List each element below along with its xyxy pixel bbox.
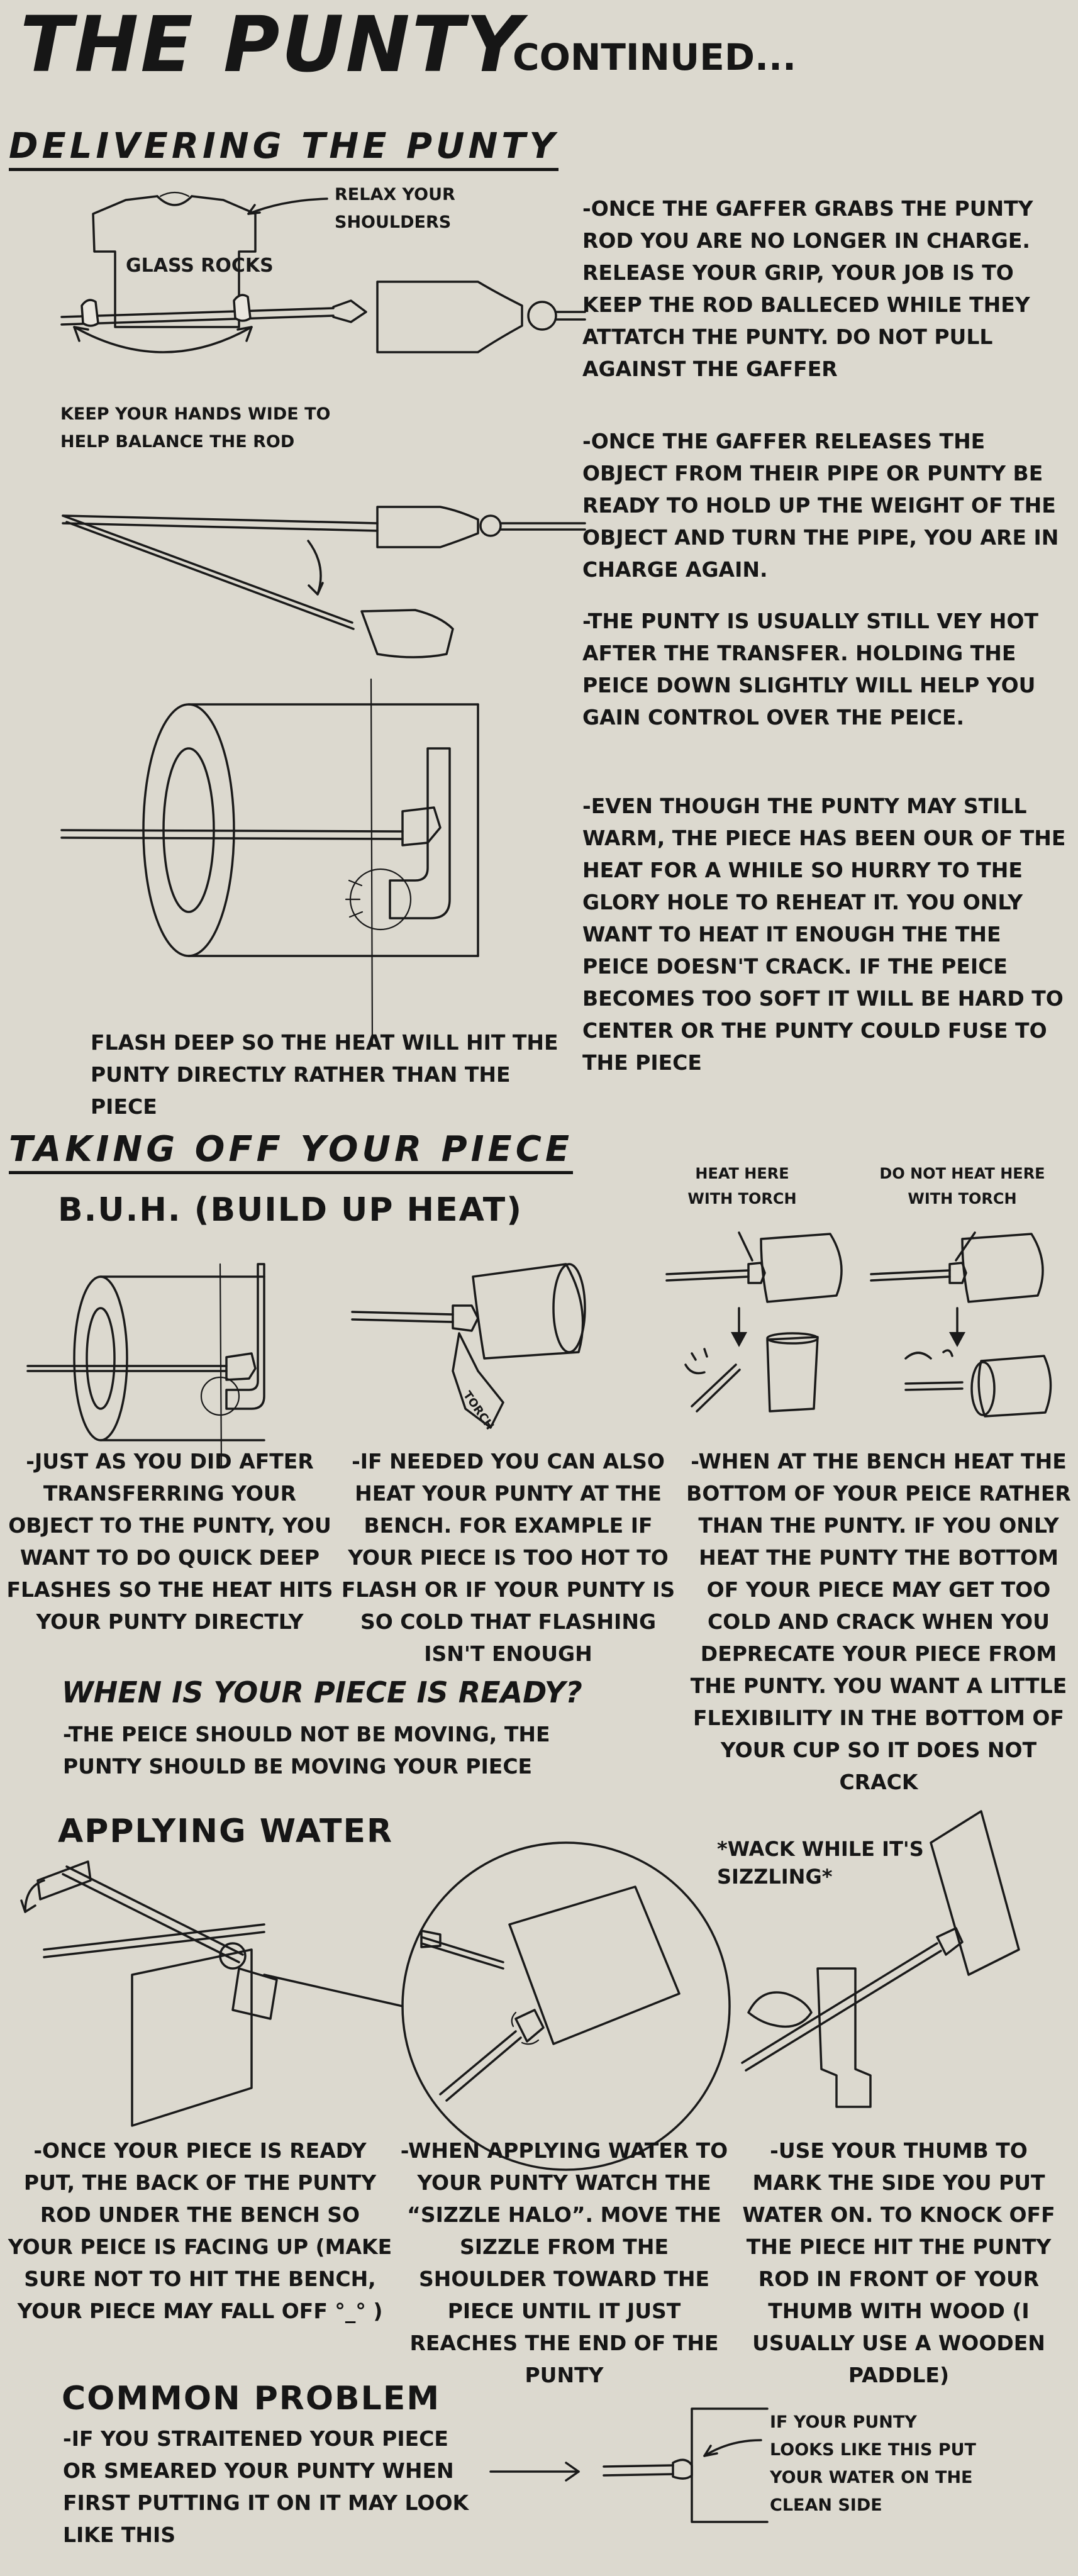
common-problem-text: -IF YOU STRAITENED YOUR PIECE OR SMEARED YOUR PUNTY WHEN FIRST PUTTING IT ON IT MAY LOOK LIKE THIS bbox=[63, 2426, 469, 2547]
label-wack: *WACK WHILE IT'S SIZZLING* bbox=[717, 1837, 924, 1889]
water-heading: APPLYING WATER bbox=[58, 1813, 394, 1850]
bench-rod-illustration bbox=[21, 1862, 403, 2126]
label-shoulders: RELAX YOUR SHOULDERS bbox=[335, 185, 455, 232]
taking-off-column-2: -IF NEEDED YOU CAN ALSO HEAT YOUR PUNTY AT THE BENCH. FOR EXAMPLE IF YOUR PIECE IS TOO HOT TO FLASH OR IF YOUR PUNTY IS SO COLD THAT FLASHING ISN'T ENOUGH bbox=[341, 1449, 675, 1666]
buh-heading: B.U.H. (BUILD UP HEAT) bbox=[58, 1191, 523, 1229]
balance-arrow bbox=[74, 327, 252, 352]
water-column-2: -WHEN APPLYING WATER TO YOUR PUNTY WATCH THE “SIZZLE HALO”. MOVE THE SIZZLE FROM THE SHOULDER TOWARD THE PIECE UNTIL IT JUST REACHES THE END OF THE PUNTY bbox=[400, 2138, 728, 2387]
delivering-paragraph-4: -EVEN THOUGH THE PUNTY MAY STILL WARM, THE PIECE HAS BEEN OUR OF THE HEAT FOR A WHILE SO HURRY TO THE GLORY HOLE TO REHEAT IT. YOU ONLY WANT TO HEAT IT ENOUGH THE THE PEICE DOESN'T CRACK. IF THE PEICE BECOMES TOO SOFT IT WILL BE HARD TO CENTER OR THE PUNTY COULD FUSE TO THE PIECE bbox=[582, 794, 1066, 1075]
label-hands: KEEP YOUR HANDS WIDE TO HELP BALANCE THE ROD bbox=[60, 404, 331, 452]
label-flash-deep: FLASH DEEP SO THE HEAT WILL HIT THE PUNTY DIRECTLY RATHER THAN THE PIECE bbox=[91, 1030, 558, 1119]
shirt-text: GLASS ROCKS bbox=[126, 255, 274, 277]
water-column-1-text: -ONCE YOUR PIECE IS READY PUT, THE BACK OF THE PUNTY ROD UNDER THE BENCH SO YOUR PEICE IS FACING UP (MAKE SURE NOT TO HIT THE BENCH, YOUR PIECE MAY FALL OFF bbox=[8, 2138, 392, 2323]
delivering-paragraph-3: -THE PUNTY IS USUALLY STILL VEY HOT AFTER THE TRANSFER. HOLDING THE PEICE DOWN SLIGHTLY WILL HELP YOU GAIN CONTROL OVER THE PEICE. bbox=[582, 609, 1038, 730]
heat-here-illustration bbox=[667, 1233, 842, 1411]
water-column-1 bbox=[5, 2135, 395, 2327]
common-problem-label: IF YOUR PUNTY LOOKS LIKE THIS PUT YOUR WATER ON THE CLEAN SIDE bbox=[770, 2412, 976, 2515]
common-problem-heading: COMMON PROBLEM bbox=[62, 2380, 441, 2418]
taking-off-column-1: -JUST AS YOU DID AFTER TRANSFERRING YOUR OBJECT TO THE PUNTY, YOU WANT TO DO QUICK DEEP FLASHES SO THE HEAT HITS YOUR PUNTY DIRECTLY bbox=[6, 1449, 333, 1634]
water-column-1-end: ) bbox=[365, 2299, 383, 2323]
label-heat-here: HEAT HERE WITH TORCH bbox=[687, 1165, 797, 1208]
buh-glory-hole-illustration bbox=[28, 1264, 264, 1465]
water-column-3: -USE YOUR THUMB TO MARK THE SIDE YOU PUT WATER ON. TO KNOCK OFF THE PIECE HIT THE PUNTY ROD IN FRONT OF YOUR THUMB WITH WOOD (I USUALLY USE A WOODEN PADDLE) bbox=[742, 2138, 1055, 2387]
emoji-face: °_° bbox=[335, 2299, 366, 2323]
vessel-illustration bbox=[377, 282, 585, 352]
section-taking-off-heading: TAKING OFF YOUR PIECE bbox=[9, 1132, 573, 1174]
common-problem-illustration bbox=[491, 2409, 767, 2522]
sizzle-halo-illustration bbox=[403, 1843, 730, 2170]
shoulders-arrow bbox=[248, 199, 327, 214]
delivering-paragraph-1: -ONCE THE GAFFER GRABS THE PUNTY ROD YOU ARE NO LONGER IN CHARGE. RELEASE YOUR GRIP, YOUR JOB IS TO KEEP THE ROD BALLECED WHILE THEY ATTATCH THE PUNTY. DO NOT PULL AGAINST THE GAFFER bbox=[582, 196, 1033, 381]
glory-hole-illustration bbox=[62, 679, 478, 1044]
page-title: THE PUNTY bbox=[20, 0, 524, 89]
transfer-illustration bbox=[63, 507, 585, 657]
label-do-not-heat: DO NOT HEAT HERE WITH TORCH bbox=[879, 1165, 1045, 1208]
delivering-paragraph-2: -ONCE THE GAFFER RELEASES THE OBJECT FROM THEIR PIPE OR PUNTY BE READY TO HOLD UP THE WEIGHT OF THE OBJECT AND TURN THE PIPE, YOU ARE IN CHARGE AGAIN. bbox=[582, 429, 1059, 582]
torch-label: TORCH bbox=[460, 1389, 497, 1433]
section-delivering-heading: DELIVERING THE PUNTY bbox=[9, 129, 558, 171]
do-not-heat-illustration bbox=[871, 1233, 1051, 1416]
ready-text: -THE PEICE SHOULD NOT BE MOVING, THE PUNTY SHOULD BE MOVING YOUR PIECE bbox=[63, 1722, 550, 1779]
page-subtitle: CONTINUED... bbox=[513, 36, 797, 79]
taking-off-column-3: -WHEN AT THE BENCH HEAT THE BOTTOM OF YOUR PEICE RATHER THAN THE PUNTY. IF YOU ONLY HEAT THE PUNTY THE BOTTOM OF YOUR PIECE MAY GET TOO COLD AND CRACK WHEN YOU DEPRECATE YOUR PIECE FROM THE PUNTY. YOU WANT A LITTLE FLEXIBILITY IN THE BOTTOM OF YOUR CUP SO IT DOES NOT CRACK bbox=[686, 1449, 1071, 1794]
ready-heading: WHEN IS YOUR PIECE IS READY? bbox=[62, 1675, 582, 1709]
bench-torch-illustration bbox=[352, 1264, 585, 1433]
